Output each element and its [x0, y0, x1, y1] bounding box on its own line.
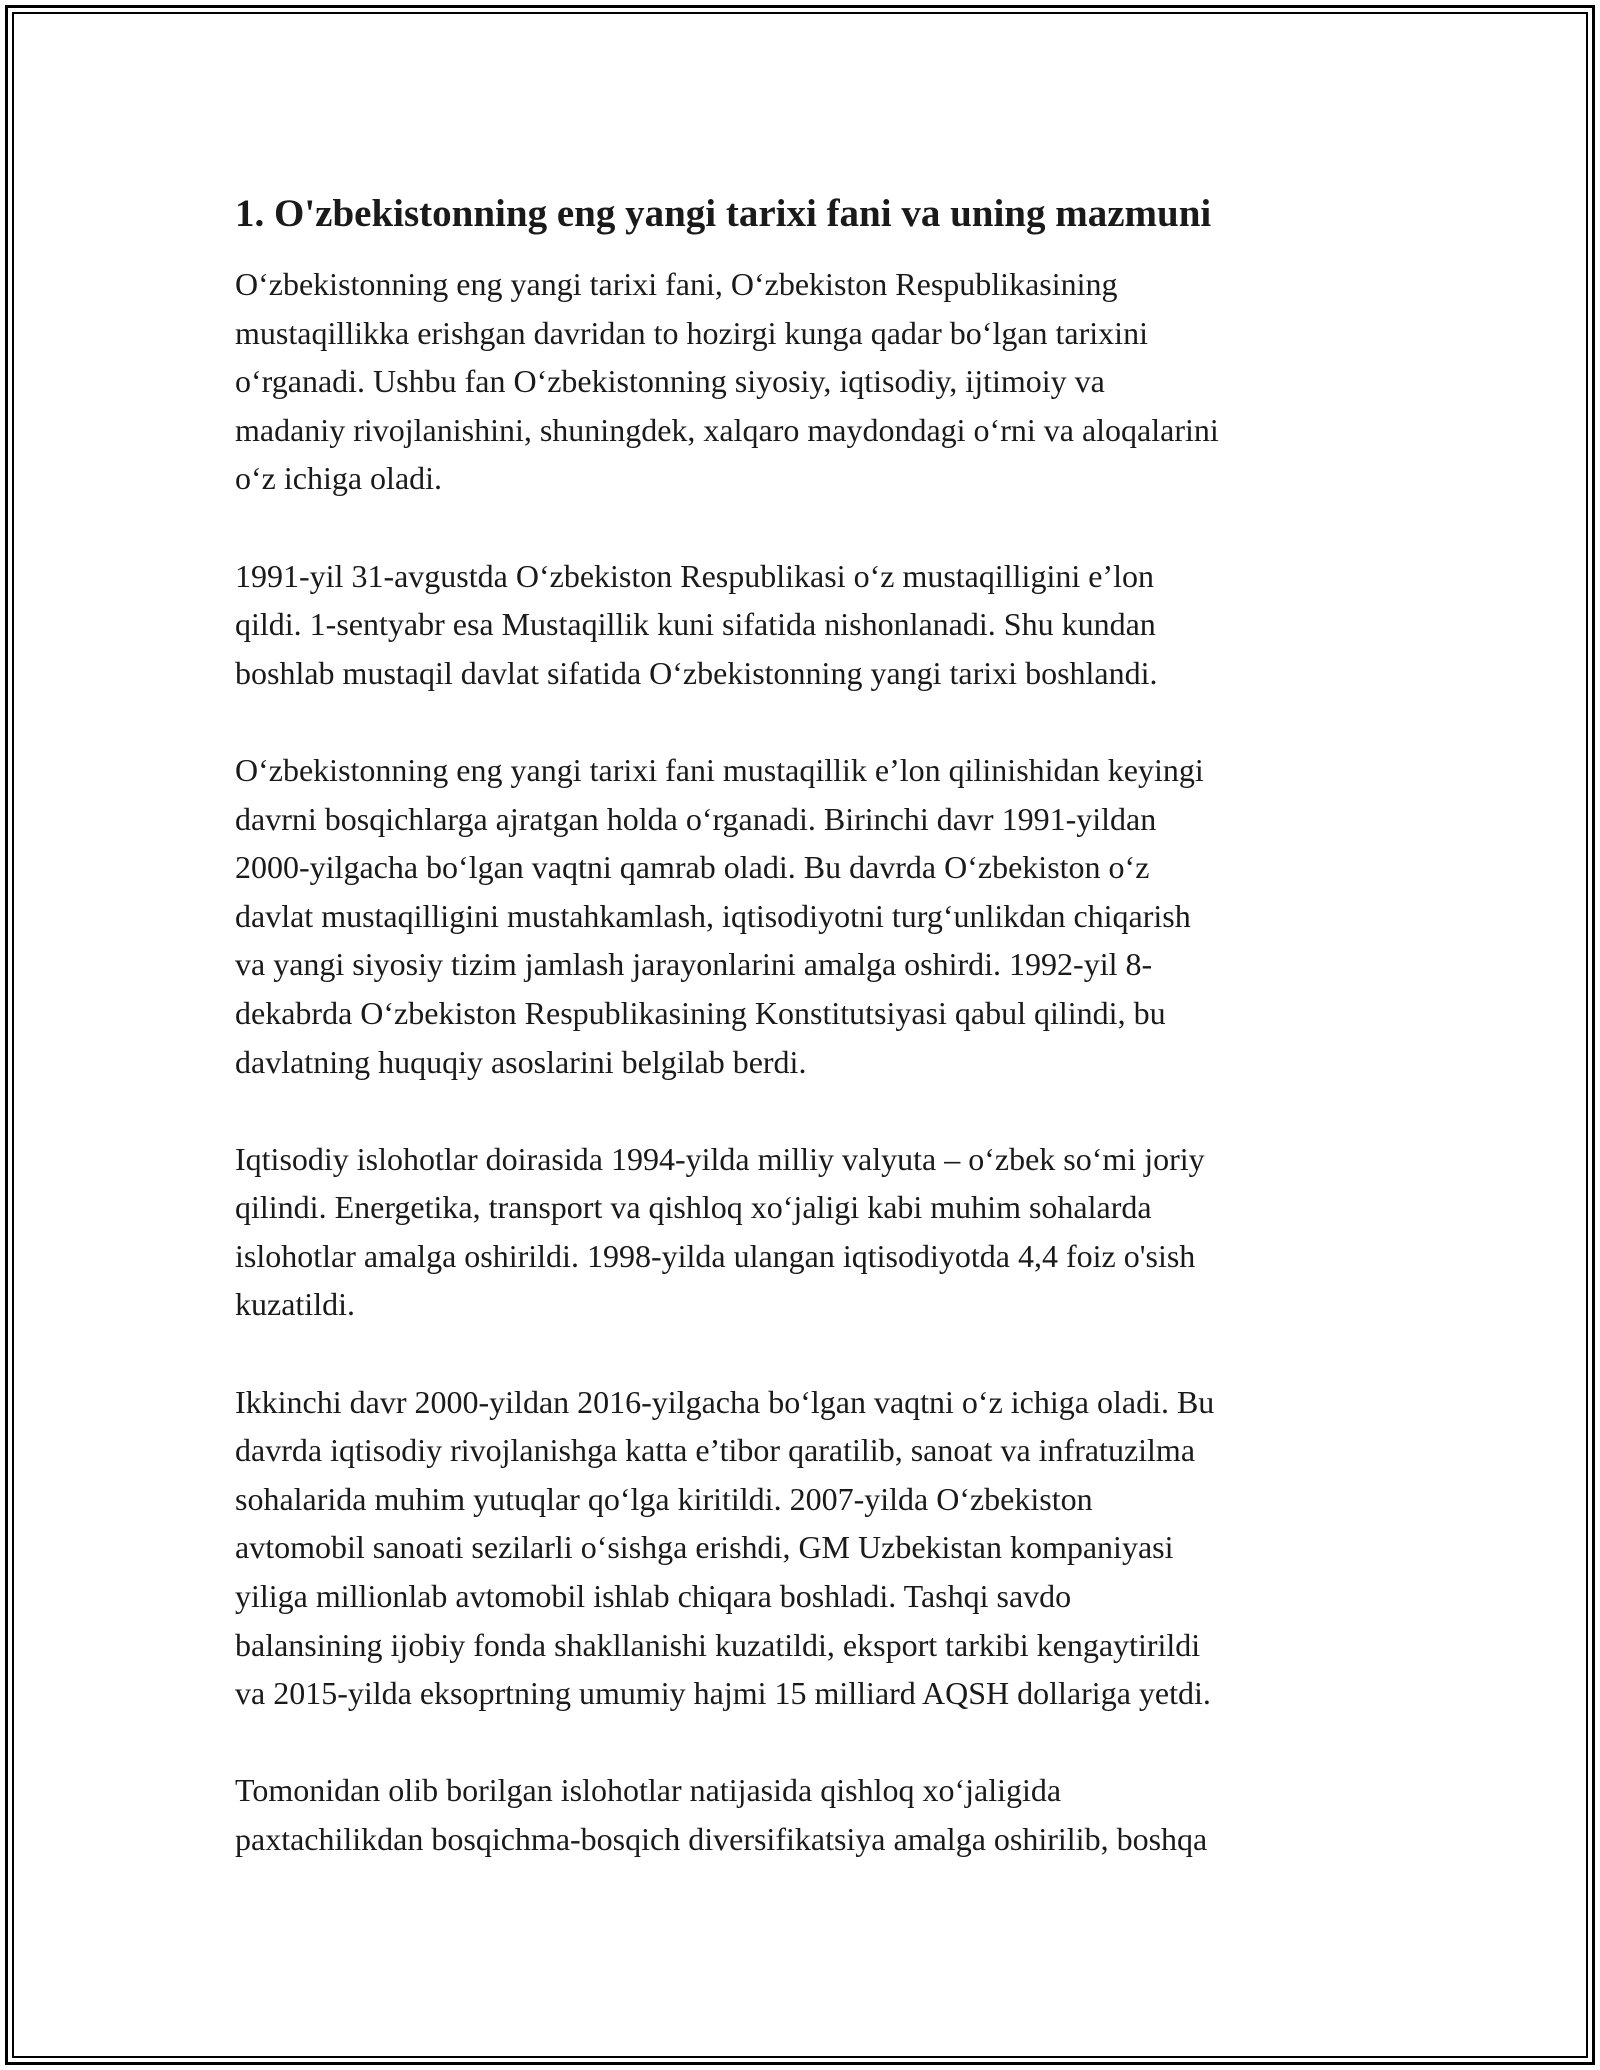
paragraph-line: paxtachilikdan bosqichma-bosqich diversifikatsiya amalga oshirilib, boshqa: [235, 1821, 1208, 1857]
paragraph: [235, 1135, 1365, 1329]
paragraph-line: islohotlar amalga oshirildi. 1998-yilda ulangan iqtisodiyotda 4,4 foiz o'sish: [235, 1237, 1196, 1274]
paragraph: [235, 746, 1365, 1086]
paragraph-line: yiliga millionlab avtomobil ishlab chiqara boshladi. Tashqi savdo: [235, 1578, 1072, 1615]
paragraph-line: o‘rganadi. Ushbu fan O‘zbekistonning siyosiy, iqtisodiy, ijtimoiy va: [235, 363, 1105, 400]
paragraph: [235, 552, 1365, 698]
paragraph-line: mustaqillikka erishgan davridan to hozirgi kunga qadar bo‘lgan tarixini: [235, 314, 1148, 351]
section-heading: 1. O'zbekistonning eng yangi tarixi fani va uning mazmuni: [235, 192, 1212, 235]
paragraph: [235, 1766, 1365, 1863]
paragraph-line: kuzatildi.: [235, 1286, 355, 1323]
paragraph-line: 1991-yil 31-avgustda O‘zbekiston Respublikasi o‘z mustaqilligini e’lon: [235, 557, 1154, 594]
paragraph: [235, 1378, 1365, 1718]
paragraph-line: Tomonidan olib borilgan islohotlar natijasida qishloq xo‘jaligida: [235, 1772, 1062, 1809]
paragraph-line: O‘zbekistonning eng yangi tarixi fani mustaqillik e’lon qilinishidan keyingi: [235, 751, 1204, 788]
document-body: [235, 190, 1365, 1912]
paragraph: [235, 260, 1365, 503]
paragraph-line: qildi. 1-sentyabr esa Mustaqillik kuni sifatida nishonlanadi. Shu kundan: [235, 606, 1156, 643]
paragraph-line: O‘zbekistonning eng yangi tarixi fani, O‘zbekiston Respublikasining: [235, 266, 1118, 302]
paragraph-line: dekabrda O‘zbekiston Respublikasining Konstitutsiyasi qabul qilindi, bu: [235, 994, 1166, 1031]
paragraph-line: balansining ijobiy fonda shakllanishi kuzatildi, eksport tarkibi kengaytirildi: [235, 1626, 1201, 1663]
paragraph-line: avtomobil sanoati sezilarli o‘sishga erishdi, GM Uzbekistan kompaniyasi: [235, 1529, 1174, 1566]
paragraph-line: qilindi. Energetika, transport va qishloq xo‘jaligi kabi muhim sohalarda: [235, 1189, 1152, 1226]
paragraph-line: Ikkinchi davr 2000-yildan 2016-yilgacha bo‘lgan vaqtni o‘z ichiga oladi. Bu: [235, 1383, 1215, 1420]
paragraph-list: [235, 260, 1365, 1864]
paragraph-line: davrda iqtisodiy rivojlanishga katta e’tibor qaratilib, sanoat va infratuzilma: [235, 1432, 1196, 1469]
paragraph-line: davrni bosqichlarga ajratgan holda o‘rganadi. Birinchi davr 1991-yildan: [235, 800, 1157, 837]
paragraph-line: madaniy rivojlanishini, shuningdek, xalqaro maydondagi o‘rni va aloqalarini: [235, 411, 1219, 448]
paragraph-line: o‘z ichiga oladi.: [235, 460, 443, 497]
paragraph-line: davlatning huquqiy asoslarini belgilab berdi.: [235, 1043, 807, 1080]
paragraph-line: boshlab mustaqil davlat sifatida O‘zbekistonning yangi tarixi boshlandi.: [235, 654, 1158, 691]
paragraph-line: davlat mustaqilligini mustahkamlash, iqtisodiyotni turg‘unlikdan chiqarish: [235, 897, 1191, 934]
paragraph-line: sohalarida muhim yutuqlar qo‘lga kiritildi. 2007-yilda O‘zbekiston: [235, 1480, 1093, 1517]
paragraph-line: va yangi siyosiy tizim jamlash jarayonlarini amalga oshirdi. 1992-yil 8-: [235, 946, 1153, 983]
paragraph-line: 2000-yilgacha bo‘lgan vaqtni qamrab oladi. Bu davrda O‘zbekiston o‘z: [235, 849, 1150, 886]
paragraph-line: Iqtisodiy islohotlar doirasida 1994-yilda milliy valyuta – o‘zbek so‘mi joriy: [235, 1140, 1205, 1177]
paragraph-line: va 2015-yilda eksoprtning umumiy hajmi 15 milliard AQSH dollariga yetdi.: [235, 1675, 1211, 1712]
